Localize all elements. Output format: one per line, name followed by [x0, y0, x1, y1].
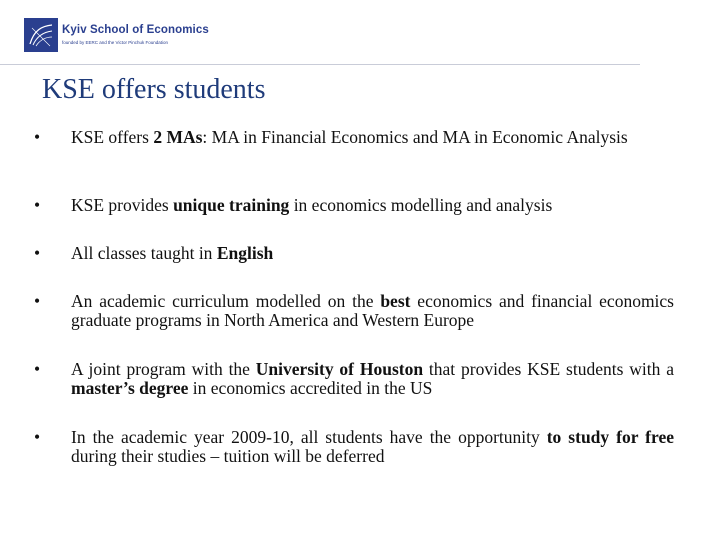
- bullet-item: [34, 360, 674, 398]
- bullet-marker: •: [34, 195, 41, 215]
- bullet-marker: •: [34, 127, 41, 147]
- bullet-marker: •: [34, 243, 41, 263]
- bullet-text: KSE provides unique training in economics modelling and analysis: [71, 195, 553, 215]
- bullet-item: [34, 292, 674, 330]
- bullet-item: [34, 196, 674, 215]
- kse-logo: [24, 18, 209, 52]
- bullet-marker: •: [34, 359, 41, 379]
- logo-tagline: founded by EERC and the Victor Pinchuk Foundation: [62, 40, 168, 45]
- logo-school-name: Kyiv School of Economics: [62, 24, 209, 36]
- bullet-item: [34, 128, 674, 147]
- header-divider: [0, 64, 640, 65]
- bullet-text: KSE offers 2 MAs: MA in Financial Economics and MA in Economic Analysis: [71, 127, 628, 147]
- bullet-text: A joint program with the University of Houston that provides KSE students with a master’s degree in economics accredited in the US: [71, 359, 674, 398]
- bullet-text: In the academic year 2009-10, all students have the opportunity to study for free during their studies – tuition will be deferred: [71, 427, 674, 466]
- bullet-text: An academic curriculum modelled on the best economics and financial economics graduate programs in North America and Western Europe: [71, 291, 674, 330]
- slide-title: KSE offers students: [42, 74, 266, 105]
- bullet-item: [34, 428, 674, 466]
- bullet-text: All classes taught in English: [71, 243, 274, 263]
- bullet-marker: •: [34, 427, 41, 447]
- bullet-marker: •: [34, 291, 41, 311]
- kse-emblem-icon: [24, 18, 58, 52]
- bullet-item: [34, 244, 674, 263]
